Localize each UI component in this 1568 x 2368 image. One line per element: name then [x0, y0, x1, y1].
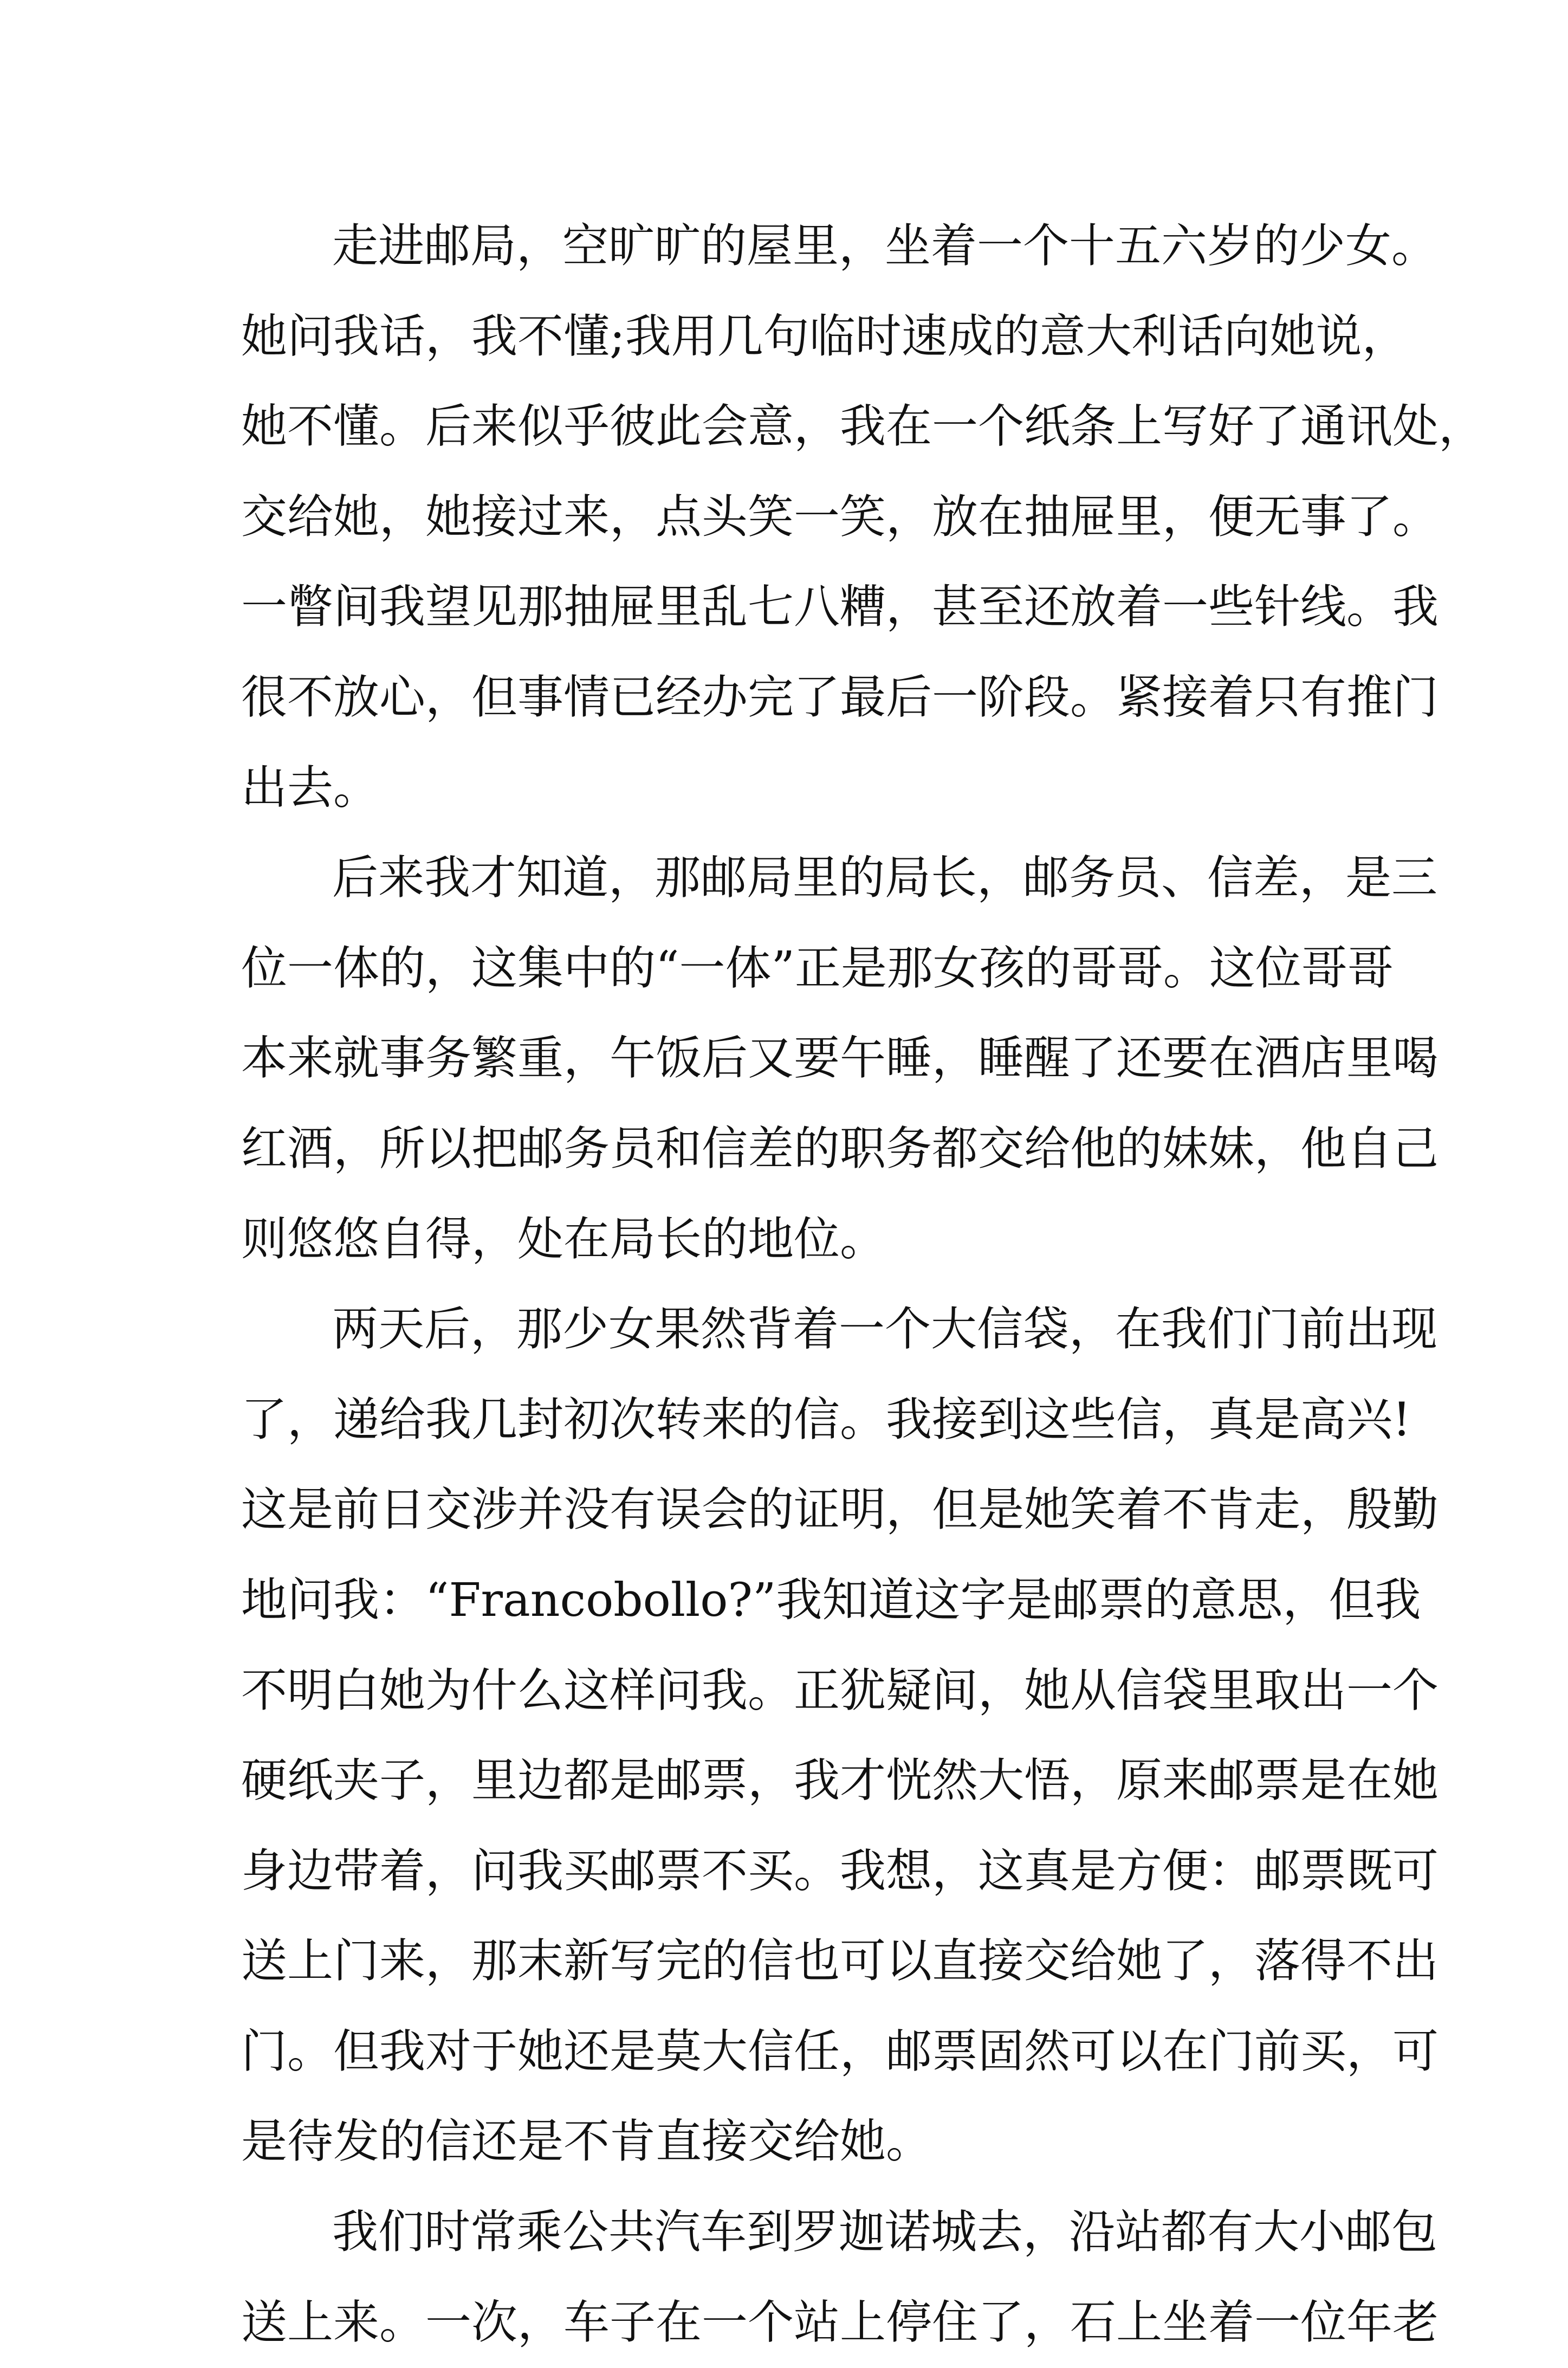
text-line: 走进邮局，空旷旷的屋里，坐着一个十五六岁的少女。	[332, 219, 1438, 273]
text-line: 她问我话，我不懂;我用几句临时速成的意大利话向她说，	[241, 309, 1408, 364]
text-line: 不明白她为什么这样问我。正犹疑间，她从信袋里取出一个	[241, 1664, 1439, 1718]
text-line: 交给她，她接过来，点头笑一笑，放在抽屉里，便无事了。	[241, 490, 1439, 544]
text-line: 我们时常乘公共汽车到罗迦诺城去，沿站都有大小邮包	[332, 2205, 1438, 2260]
text-line: 硬纸夹子，里边都是邮票，我才恍然大悟，原来邮票是在她	[241, 1754, 1439, 1808]
text-line: 了，递给我几封初次转来的信。我接到这些信，真是高兴!	[241, 1393, 1411, 1447]
text-line: 是待发的信还是不肯直接交给她。	[241, 2115, 932, 2169]
text-line: 送上门来，那末新写完的信也可以直接交给她了，落得不出	[241, 1934, 1439, 1989]
text-line: 一瞥间我望见那抽屉里乱七八糟，甚至还放着一些针线。我	[241, 580, 1439, 635]
document-body	[241, 202, 1485, 2368]
text-line: 地问我：“Francobollo?”我知道这字是邮票的意思，但我	[241, 1573, 1421, 1627]
text-line: 后来我才知道，那邮局里的局长，邮务员、信差，是三	[332, 851, 1438, 905]
text-line: 出去。	[241, 761, 380, 815]
text-line: 门。但我对于她还是莫大信任，邮票固然可以在门前买，可	[241, 2024, 1439, 2079]
text-line: 很不放心，但事情已经办完了最后一阶段。紧接着只有推门	[241, 670, 1439, 724]
text-line: 红酒，所以把邮务员和信差的职务都交给他的妹妹，他自己	[241, 1122, 1439, 1176]
text-line: 身边带着，问我买邮票不买。我想，这真是方便：邮票既可	[241, 1844, 1439, 1898]
text-line: 这是前日交涉并没有误会的证明，但是她笑着不肯走，殷勤	[241, 1483, 1439, 1537]
text-line: 位一体的，这集中的“一体”正是那女孩的哥哥。这位哥哥	[241, 941, 1394, 995]
text-line: 送上来。一次，车子在一个站上停住了，石上坐着一位年老	[241, 2295, 1439, 2350]
text-line: 她不懂。后来似乎彼此会意，我在一个纸条上写好了通讯处，	[241, 400, 1485, 454]
text-line: 则悠悠自得，处在局长的地位。	[241, 1212, 886, 1266]
text-line: 本来就事务繁重，午饭后又要午睡，睡醒了还要在酒店里喝	[241, 1032, 1439, 1086]
text-line: 两天后，那少女果然背着一个大信袋，在我们门前出现	[332, 1303, 1438, 1357]
